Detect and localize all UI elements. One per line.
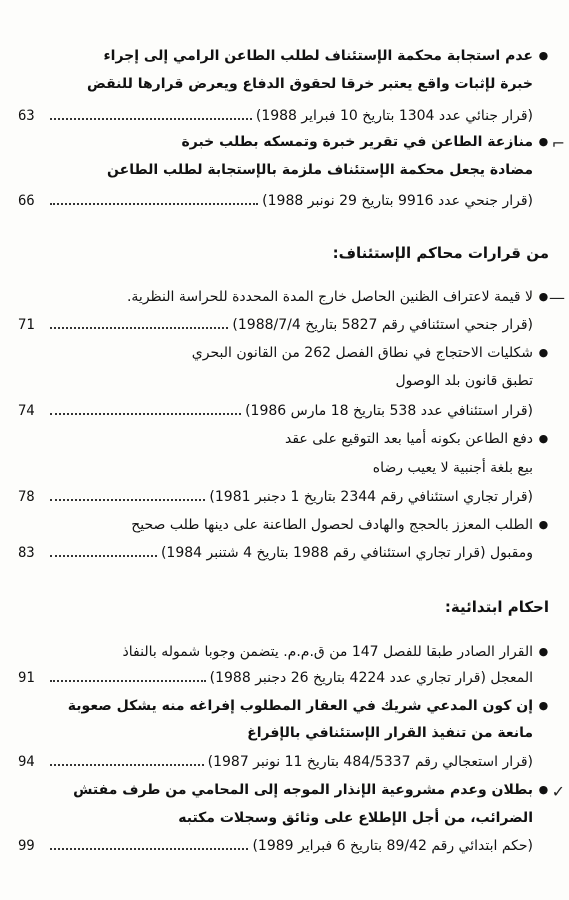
entry-text: مانعة من تنفيذ القرار الإستئنافي بالإفراغ xyxy=(247,725,533,741)
section-heading: من قرارات محاكم الإستئناف: xyxy=(332,244,549,262)
section-heading: احكام ابتدائية: xyxy=(444,598,549,616)
citation: (قرار جنحي عدد 9916 بتاريخ 29 نونبر 1988) xyxy=(262,193,533,209)
entry-text: ● منازعة الطاعن في تقرير خبرة وتمسكه بطلب خبرة xyxy=(181,132,533,152)
citation: (قرار جنائي عدد 1304 بتاريخ 10 فبراير 1988) xyxy=(255,108,533,124)
citation-row xyxy=(18,401,533,421)
page-number: 71 xyxy=(18,317,35,333)
entry-text: ● لا قيمة لاعتراف الظنين الحاصل خارج المدة المحددة للحراسة النظرية. xyxy=(127,287,533,307)
entry-text: خبرة لإثبات واقع يعتبر خرقا لحقوق الدفاع ويعرض قرارها للنقض xyxy=(86,76,533,92)
leader-dots xyxy=(50,668,206,682)
entry-text: مضادة يجعل محكمة الإستئناف ملزمة بالإستجابة لطلب الطاعن xyxy=(107,162,533,178)
entry-text: ● شكليات الاحتجاج في نطاق الفصل 262 من القانون البحري xyxy=(192,343,533,363)
entry-text: ● القرار الصادر طبقا للفصل 147 من ق.م.م. يتضمن وجوبا شموله بالنفاذ xyxy=(123,642,533,662)
page-number: 99 xyxy=(18,838,35,854)
entry-text: ● الطلب المعزز بالحجج والهادف لحصول الطاعنة على دينها طلب صحيح xyxy=(131,515,533,535)
page-number: 63 xyxy=(18,108,35,124)
entry-text: ● عدم استجابة محكمة الإستئناف لطلب الطاعن الرامي إلى إجراء xyxy=(103,46,533,66)
entry-text: الضرائب، من أجل الإطلاع على وثائق وسجلات مكتبه xyxy=(178,810,533,826)
citation-row xyxy=(18,752,533,772)
page-number: 83 xyxy=(18,545,35,561)
citation: (قرار استعجالي رقم 484/5337 بتاريخ 11 نونبر 1987) xyxy=(207,754,533,770)
citation: المعجل (قرار تجاري عدد 4224 بتاريخ 26 دجنبر 1988) xyxy=(209,670,533,686)
citation: (حكم ابتدائي رقم 89/42 بتاريخ 6 فبراير 1989) xyxy=(252,838,533,854)
leader-dots xyxy=(50,315,228,329)
leader-dots xyxy=(50,401,241,415)
entry-text: ● إن كون المدعي شريك في العقار المطلوب إفراغه منه يشكل صعوبة xyxy=(68,696,533,716)
entry-text: تطبق قانون بلد الوصول xyxy=(395,373,533,389)
leader-dots xyxy=(50,106,252,120)
margin-mark: — xyxy=(549,288,565,307)
leader-dots xyxy=(50,836,248,850)
page-number: 94 xyxy=(18,754,35,770)
leader-dots xyxy=(50,543,157,557)
page-number: 78 xyxy=(18,489,35,505)
margin-mark: ⌐ xyxy=(551,134,565,153)
citation: (قرار جنحي استئنافي رقم 5827 بتاريخ 1988/7/4) xyxy=(232,317,533,333)
leader-dots xyxy=(50,752,204,766)
citation: ومقبول (قرار تجاري استئنافي رقم 1988 بتاريخ 4 شتنبر 1984) xyxy=(160,545,533,561)
margin-mark: ✓ xyxy=(551,782,565,801)
citation-row xyxy=(18,315,533,335)
page-number: 66 xyxy=(18,193,35,209)
citation-row xyxy=(18,106,533,126)
citation: (قرار استئنافي عدد 538 بتاريخ 18 مارس 1986) xyxy=(245,403,533,419)
citation-row xyxy=(18,543,533,563)
leader-dots xyxy=(50,191,258,205)
page-number: 74 xyxy=(18,403,35,419)
citation-row xyxy=(18,191,533,211)
entry-text: بيع بلغة أجنبية لا يعيب رضاه xyxy=(372,460,533,476)
citation-row xyxy=(18,487,533,507)
citation-row xyxy=(18,836,533,856)
page-number: 91 xyxy=(18,670,35,686)
leader-dots xyxy=(50,487,205,501)
citation: (قرار تجاري استئنافي رقم 2344 بتاريخ 1 دجنبر 1981) xyxy=(209,489,533,505)
citation-row xyxy=(18,668,533,688)
entry-text: ● دفع الطاعن بكونه أميا بعد التوقيع على عقد xyxy=(285,429,533,449)
entry-text: ● بطلان وعدم مشروعية الإنذار الموجه إلى المحامي من طرف مفتش xyxy=(73,780,533,800)
